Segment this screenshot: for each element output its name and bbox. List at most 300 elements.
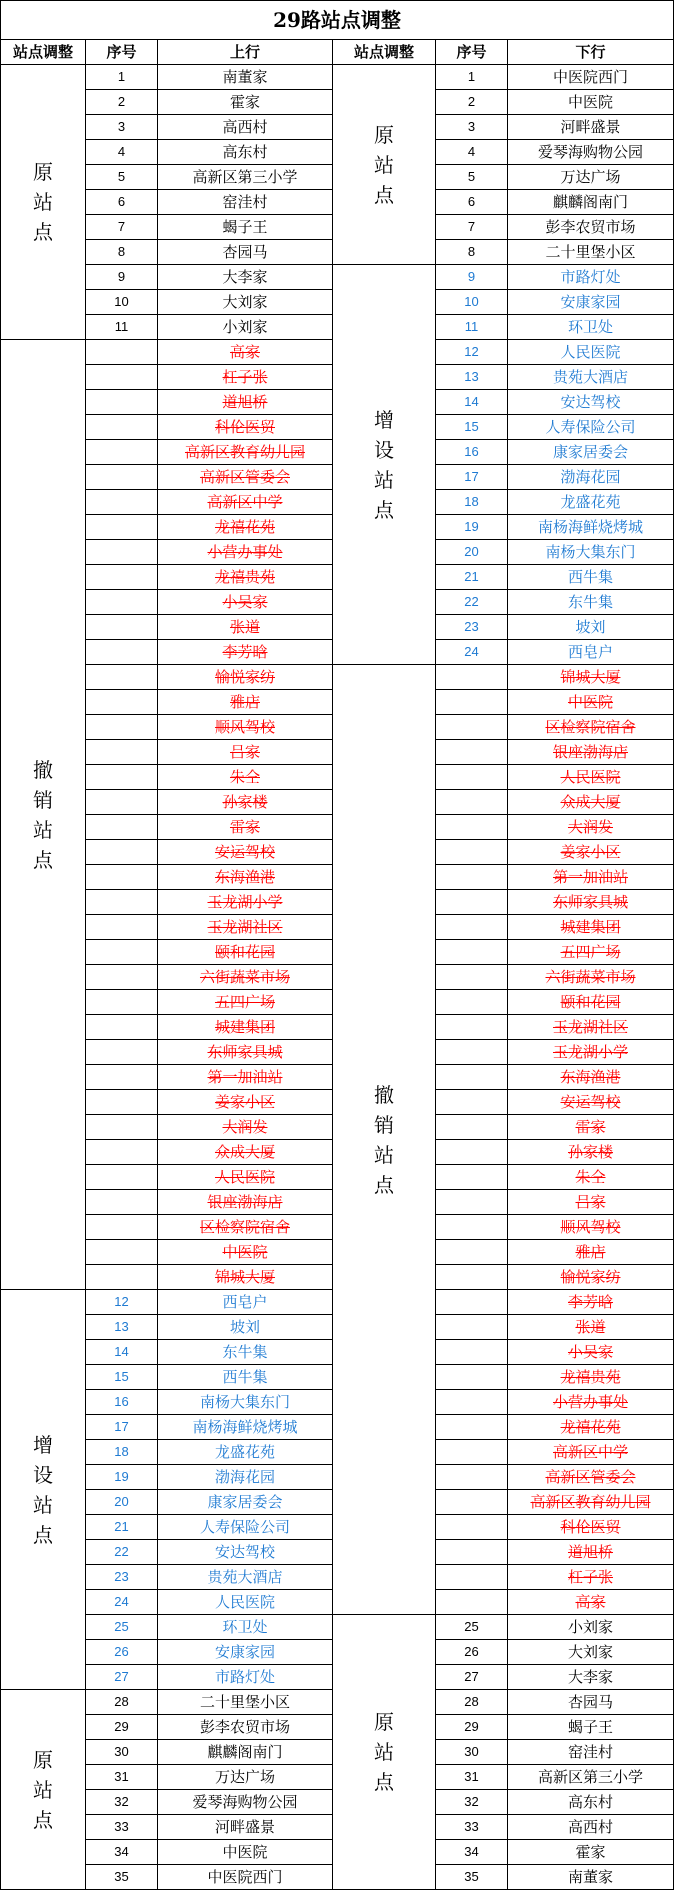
header-right-index: 序号 <box>436 40 508 65</box>
down-index: 17 <box>436 465 508 490</box>
up-station-name: 愉悦家纺 <box>158 665 333 690</box>
up-station-name: 霍家 <box>158 90 333 115</box>
down-station-name: 城建集团 <box>508 915 674 940</box>
down-index <box>436 1315 508 1340</box>
up-index: 32 <box>86 1790 158 1815</box>
up-index <box>86 440 158 465</box>
table-row <box>1 1615 674 1640</box>
up-station-name: 西牛集 <box>158 1365 333 1390</box>
up-station-name: 中医院 <box>158 1840 333 1865</box>
down-index: 34 <box>436 1840 508 1865</box>
down-index: 26 <box>436 1640 508 1665</box>
up-index: 17 <box>86 1415 158 1440</box>
up-station-name: 窑洼村 <box>158 190 333 215</box>
up-index: 13 <box>86 1315 158 1340</box>
down-station-name: 蝎子王 <box>508 1715 674 1740</box>
up-station-name: 人民医院 <box>158 1590 333 1615</box>
up-category-label: 增设站点 <box>33 1432 53 1547</box>
down-index <box>436 1190 508 1215</box>
up-index <box>86 490 158 515</box>
up-index: 12 <box>86 1290 158 1315</box>
up-station-name: 龙禧花苑 <box>158 515 333 540</box>
down-station-name: 东师家具城 <box>508 890 674 915</box>
up-station-name: 小营办事处 <box>158 540 333 565</box>
up-index: 29 <box>86 1715 158 1740</box>
up-index <box>86 365 158 390</box>
down-index <box>436 815 508 840</box>
down-index: 15 <box>436 415 508 440</box>
down-index <box>436 890 508 915</box>
down-category-label: 撤销站点 <box>374 1082 394 1197</box>
up-station-name: 顺风驾校 <box>158 715 333 740</box>
up-station-name: 东牛集 <box>158 1340 333 1365</box>
table-body <box>1 65 674 1890</box>
up-category-label: 撤销站点 <box>33 757 53 872</box>
up-index <box>86 515 158 540</box>
up-category-cancelled <box>1 340 86 1290</box>
down-index: 33 <box>436 1815 508 1840</box>
up-index: 2 <box>86 90 158 115</box>
up-station-name: 南董家 <box>158 65 333 90</box>
up-index <box>86 565 158 590</box>
up-station-name: 龙禧贵苑 <box>158 565 333 590</box>
up-station-name: 张道 <box>158 615 333 640</box>
up-index <box>86 1015 158 1040</box>
down-station-name: 贵苑大酒店 <box>508 365 674 390</box>
down-station-name: 霍家 <box>508 1840 674 1865</box>
up-category-label: 原站点 <box>33 1747 53 1832</box>
up-index: 6 <box>86 190 158 215</box>
up-index <box>86 765 158 790</box>
up-category-label: 原站点 <box>33 160 53 244</box>
table-row <box>1 265 674 290</box>
up-station-name: 大刘家 <box>158 290 333 315</box>
down-category-original <box>333 1615 436 1890</box>
down-index: 13 <box>436 365 508 390</box>
header-left-category: 站点调整 <box>1 40 86 65</box>
down-station-name: 大刘家 <box>508 1640 674 1665</box>
down-index <box>436 1165 508 1190</box>
up-station-name: 锦城大厦 <box>158 1265 333 1290</box>
up-index: 35 <box>86 1865 158 1890</box>
down-index <box>436 740 508 765</box>
down-index: 3 <box>436 115 508 140</box>
down-index <box>436 1015 508 1040</box>
down-station-name: 吕家 <box>508 1190 674 1215</box>
up-index <box>86 615 158 640</box>
up-station-name: 高新区第三小学 <box>158 165 333 190</box>
up-station-name: 东师家具城 <box>158 1040 333 1065</box>
down-index <box>436 690 508 715</box>
up-station-name: 孙家楼 <box>158 790 333 815</box>
down-index <box>436 915 508 940</box>
header-up: 上行 <box>158 40 333 65</box>
up-station-name: 人寿保险公司 <box>158 1515 333 1540</box>
up-index <box>86 1140 158 1165</box>
down-index: 29 <box>436 1715 508 1740</box>
down-station-name: 顺风驾校 <box>508 1215 674 1240</box>
down-index: 11 <box>436 315 508 340</box>
down-index <box>436 1515 508 1540</box>
up-station-name: 渤海花园 <box>158 1465 333 1490</box>
up-index: 15 <box>86 1365 158 1390</box>
down-index <box>436 965 508 990</box>
down-index: 27 <box>436 1665 508 1690</box>
up-station-name: 小刘家 <box>158 315 333 340</box>
down-station-name: 人民医院 <box>508 340 674 365</box>
down-index <box>436 1440 508 1465</box>
up-station-name: 科伦医贸 <box>158 415 333 440</box>
down-index: 12 <box>436 340 508 365</box>
down-station-name: 中医院 <box>508 690 674 715</box>
down-station-name: 高家 <box>508 1590 674 1615</box>
down-index: 25 <box>436 1615 508 1640</box>
down-index <box>436 1040 508 1065</box>
up-index: 27 <box>86 1665 158 1690</box>
down-station-name: 高新区教育幼儿园 <box>508 1490 674 1515</box>
up-station-name: 高西村 <box>158 115 333 140</box>
down-station-name: 南杨海鲜烧烤城 <box>508 515 674 540</box>
down-station-name: 人寿保险公司 <box>508 415 674 440</box>
up-station-name: 道旭桥 <box>158 390 333 415</box>
down-station-name: 李芳晗 <box>508 1290 674 1315</box>
up-index: 7 <box>86 215 158 240</box>
up-station-name: 西皂户 <box>158 1290 333 1315</box>
down-station-name: 朱仝 <box>508 1165 674 1190</box>
down-index: 10 <box>436 290 508 315</box>
down-category-label: 原站点 <box>374 122 394 207</box>
up-index: 30 <box>86 1740 158 1765</box>
up-station-name: 龙盛花苑 <box>158 1440 333 1465</box>
up-category-original <box>1 65 86 340</box>
down-index: 20 <box>436 540 508 565</box>
down-index: 8 <box>436 240 508 265</box>
down-index <box>436 1140 508 1165</box>
down-station-name: 龙盛花苑 <box>508 490 674 515</box>
up-index <box>86 740 158 765</box>
down-station-name: 张道 <box>508 1315 674 1340</box>
up-index <box>86 990 158 1015</box>
up-station-name: 南杨大集东门 <box>158 1390 333 1415</box>
up-station-name: 蝎子王 <box>158 215 333 240</box>
down-index: 32 <box>436 1790 508 1815</box>
up-station-name: 中医院西门 <box>158 1865 333 1890</box>
up-station-name: 雷家 <box>158 815 333 840</box>
up-index <box>86 1190 158 1215</box>
up-station-name: 南杨海鲜烧烤城 <box>158 1415 333 1440</box>
up-station-name: 银座渤海店 <box>158 1190 333 1215</box>
down-station-name: 大李家 <box>508 1665 674 1690</box>
up-station-name: 高新区管委会 <box>158 465 333 490</box>
up-index <box>86 1090 158 1115</box>
down-category-cancelled <box>333 665 436 1615</box>
up-index <box>86 1115 158 1140</box>
up-station-name: 五四广场 <box>158 990 333 1015</box>
up-station-name: 高新区教育幼儿园 <box>158 440 333 465</box>
down-index <box>436 1215 508 1240</box>
up-station-name: 安康家园 <box>158 1640 333 1665</box>
up-index: 22 <box>86 1540 158 1565</box>
down-index <box>436 865 508 890</box>
down-index: 18 <box>436 490 508 515</box>
up-station-name: 大李家 <box>158 265 333 290</box>
down-index <box>436 840 508 865</box>
up-station-name: 颐和花园 <box>158 940 333 965</box>
down-index <box>436 1365 508 1390</box>
down-station-name: 区检察院宿舍 <box>508 715 674 740</box>
up-index <box>86 715 158 740</box>
up-station-name: 第一加油站 <box>158 1065 333 1090</box>
up-index: 4 <box>86 140 158 165</box>
up-station-name: 姜家小区 <box>158 1090 333 1115</box>
down-station-name: 高东村 <box>508 1790 674 1815</box>
down-index <box>436 665 508 690</box>
up-index: 18 <box>86 1440 158 1465</box>
down-station-name: 玉龙湖社区 <box>508 1015 674 1040</box>
down-index: 19 <box>436 515 508 540</box>
down-station-name: 大润发 <box>508 815 674 840</box>
down-category-label: 增设站点 <box>374 407 394 522</box>
up-category-original <box>1 1690 86 1890</box>
down-index <box>436 940 508 965</box>
up-station-name: 东海渔港 <box>158 865 333 890</box>
down-index <box>436 1340 508 1365</box>
down-station-name: 姜家小区 <box>508 840 674 865</box>
header-down: 下行 <box>508 40 674 65</box>
up-index: 9 <box>86 265 158 290</box>
up-index <box>86 665 158 690</box>
up-index <box>86 840 158 865</box>
up-station-name: 小吴家 <box>158 590 333 615</box>
down-index: 1 <box>436 65 508 90</box>
up-index: 11 <box>86 315 158 340</box>
down-station-name: 西牛集 <box>508 565 674 590</box>
down-index: 7 <box>436 215 508 240</box>
down-station-name: 五四广场 <box>508 940 674 965</box>
up-index <box>86 890 158 915</box>
down-index: 30 <box>436 1740 508 1765</box>
down-station-name: 市路灯处 <box>508 265 674 290</box>
down-station-name: 玉龙湖小学 <box>508 1040 674 1065</box>
down-index: 6 <box>436 190 508 215</box>
down-station-name: 高新区中学 <box>508 1440 674 1465</box>
up-index <box>86 1240 158 1265</box>
down-station-name: 龙禧花苑 <box>508 1415 674 1440</box>
up-index <box>86 940 158 965</box>
up-station-name: 玉龙湖小学 <box>158 890 333 915</box>
up-index <box>86 465 158 490</box>
up-station-name: 人民医院 <box>158 1165 333 1190</box>
up-index: 5 <box>86 165 158 190</box>
down-station-name: 渤海花园 <box>508 465 674 490</box>
up-station-name: 坡刘 <box>158 1315 333 1340</box>
down-index <box>436 1240 508 1265</box>
down-index: 14 <box>436 390 508 415</box>
down-station-name: 小刘家 <box>508 1615 674 1640</box>
down-index: 5 <box>436 165 508 190</box>
down-index: 2 <box>436 90 508 115</box>
down-index: 35 <box>436 1865 508 1890</box>
down-index <box>436 1415 508 1440</box>
down-index: 28 <box>436 1690 508 1715</box>
down-station-name: 愉悦家纺 <box>508 1265 674 1290</box>
up-station-name: 爱琴海购物公园 <box>158 1790 333 1815</box>
down-index: 22 <box>436 590 508 615</box>
down-station-name: 杠子张 <box>508 1565 674 1590</box>
down-index: 24 <box>436 640 508 665</box>
down-station-name: 小营办事处 <box>508 1390 674 1415</box>
up-station-name: 河畔盛景 <box>158 1815 333 1840</box>
down-station-name: 安达驾校 <box>508 390 674 415</box>
up-index: 31 <box>86 1765 158 1790</box>
down-station-name: 康家居委会 <box>508 440 674 465</box>
down-station-name: 高新区管委会 <box>508 1465 674 1490</box>
down-index: 21 <box>436 565 508 590</box>
down-station-name: 彭李农贸市场 <box>508 215 674 240</box>
up-index <box>86 790 158 815</box>
down-station-name: 环卫处 <box>508 315 674 340</box>
down-index: 23 <box>436 615 508 640</box>
up-index: 16 <box>86 1390 158 1415</box>
up-station-name: 城建集团 <box>158 1015 333 1040</box>
header-row <box>1 40 674 65</box>
up-index: 33 <box>86 1815 158 1840</box>
down-index <box>436 1565 508 1590</box>
down-station-name: 中医院 <box>508 90 674 115</box>
down-index <box>436 1265 508 1290</box>
up-index <box>86 815 158 840</box>
up-station-name: 朱仝 <box>158 765 333 790</box>
table-title: 29路站点调整 <box>0 0 674 39</box>
down-index: 31 <box>436 1765 508 1790</box>
down-station-name: 南董家 <box>508 1865 674 1890</box>
table-row <box>1 65 674 90</box>
up-index <box>86 1165 158 1190</box>
up-station-name: 吕家 <box>158 740 333 765</box>
up-station-name: 贵苑大酒店 <box>158 1565 333 1590</box>
up-station-name: 玉龙湖社区 <box>158 915 333 940</box>
table-row <box>1 665 674 690</box>
up-station-name: 大润发 <box>158 1115 333 1140</box>
up-index <box>86 690 158 715</box>
down-station-name: 麒麟阁南门 <box>508 190 674 215</box>
down-station-name: 西皂户 <box>508 640 674 665</box>
up-station-name: 环卫处 <box>158 1615 333 1640</box>
up-index: 20 <box>86 1490 158 1515</box>
down-station-name: 东海渔港 <box>508 1065 674 1090</box>
down-category-original <box>333 65 436 265</box>
down-station-name: 第一加油站 <box>508 865 674 890</box>
up-station-name: 杠子张 <box>158 365 333 390</box>
up-station-name: 雅店 <box>158 690 333 715</box>
down-index <box>436 1065 508 1090</box>
down-station-name: 坡刘 <box>508 615 674 640</box>
up-index <box>86 1040 158 1065</box>
up-index: 10 <box>86 290 158 315</box>
down-station-name: 科伦医贸 <box>508 1515 674 1540</box>
header-right-category: 站点调整 <box>333 40 436 65</box>
up-category-added <box>1 1290 86 1690</box>
up-index <box>86 590 158 615</box>
up-index <box>86 415 158 440</box>
down-station-name: 南杨大集东门 <box>508 540 674 565</box>
down-station-name: 杏园马 <box>508 1690 674 1715</box>
down-index <box>436 1590 508 1615</box>
up-index: 14 <box>86 1340 158 1365</box>
down-index <box>436 990 508 1015</box>
up-station-name: 二十里堡小区 <box>158 1690 333 1715</box>
up-index: 3 <box>86 115 158 140</box>
up-index <box>86 390 158 415</box>
down-station-name: 道旭桥 <box>508 1540 674 1565</box>
up-station-name: 高东村 <box>158 140 333 165</box>
up-index <box>86 1265 158 1290</box>
up-index: 21 <box>86 1515 158 1540</box>
up-index: 23 <box>86 1565 158 1590</box>
up-index: 28 <box>86 1690 158 1715</box>
down-index <box>436 1465 508 1490</box>
up-station-name: 杏园马 <box>158 240 333 265</box>
up-index <box>86 915 158 940</box>
up-index <box>86 1065 158 1090</box>
up-station-name: 区检察院宿舍 <box>158 1215 333 1240</box>
down-station-name: 锦城大厦 <box>508 665 674 690</box>
up-index <box>86 865 158 890</box>
up-station-name: 麒麟阁南门 <box>158 1740 333 1765</box>
down-index <box>436 1540 508 1565</box>
up-index: 19 <box>86 1465 158 1490</box>
down-station-name: 窑洼村 <box>508 1740 674 1765</box>
down-station-name: 高西村 <box>508 1815 674 1840</box>
down-category-added <box>333 265 436 665</box>
up-index: 26 <box>86 1640 158 1665</box>
down-station-name: 爱琴海购物公园 <box>508 140 674 165</box>
down-station-name: 河畔盛景 <box>508 115 674 140</box>
up-station-name: 安达驾校 <box>158 1540 333 1565</box>
down-index <box>436 1090 508 1115</box>
up-station-name: 高家 <box>158 340 333 365</box>
down-index <box>436 1115 508 1140</box>
up-index: 8 <box>86 240 158 265</box>
up-station-name: 中医院 <box>158 1240 333 1265</box>
up-station-name: 众成大厦 <box>158 1140 333 1165</box>
down-station-name: 二十里堡小区 <box>508 240 674 265</box>
down-station-name: 孙家楼 <box>508 1140 674 1165</box>
up-index <box>86 340 158 365</box>
down-index <box>436 715 508 740</box>
up-index <box>86 965 158 990</box>
down-station-name: 颐和花园 <box>508 990 674 1015</box>
up-station-name: 市路灯处 <box>158 1665 333 1690</box>
down-station-name: 银座渤海店 <box>508 740 674 765</box>
down-index: 4 <box>436 140 508 165</box>
up-station-name: 康家居委会 <box>158 1490 333 1515</box>
down-category-label: 原站点 <box>374 1710 394 1794</box>
up-index: 1 <box>86 65 158 90</box>
down-station-name: 龙禧贵苑 <box>508 1365 674 1390</box>
down-station-name: 安康家园 <box>508 290 674 315</box>
up-index <box>86 640 158 665</box>
up-station-name: 李芳晗 <box>158 640 333 665</box>
down-index <box>436 1390 508 1415</box>
down-station-name: 六街蔬菜市场 <box>508 965 674 990</box>
header-left-index: 序号 <box>86 40 158 65</box>
up-station-name: 万达广场 <box>158 1765 333 1790</box>
down-station-name: 万达广场 <box>508 165 674 190</box>
up-station-name: 高新区中学 <box>158 490 333 515</box>
up-station-name: 彭李农贸市场 <box>158 1715 333 1740</box>
down-station-name: 中医院西门 <box>508 65 674 90</box>
